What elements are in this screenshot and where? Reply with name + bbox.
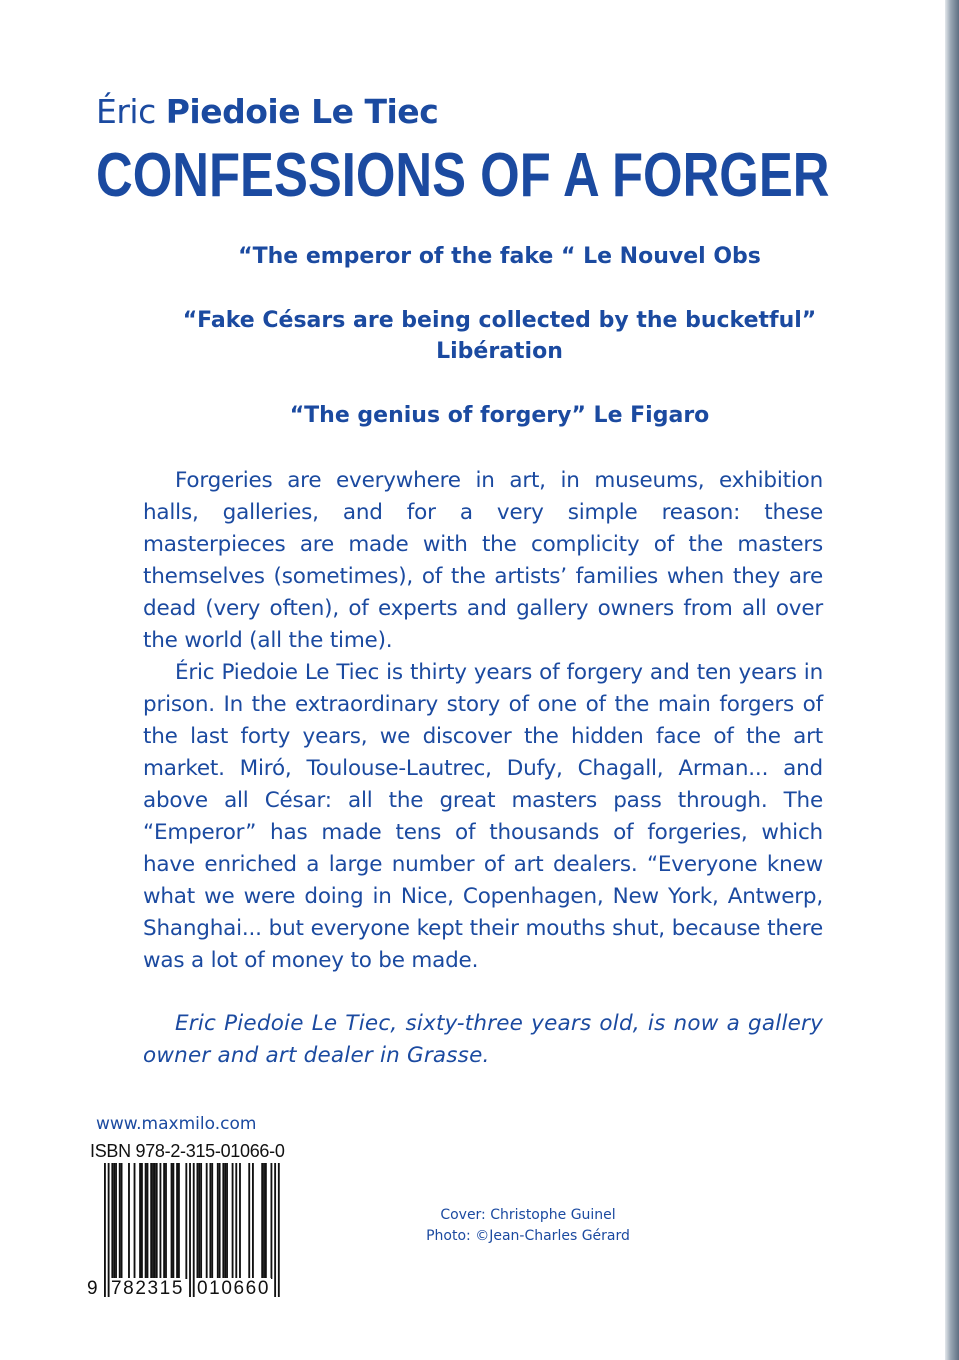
publisher-website[interactable]: www.maxmilo.com bbox=[96, 1114, 257, 1134]
barcode-bar bbox=[252, 1163, 254, 1279]
barcode-bar bbox=[160, 1163, 162, 1279]
barcode-bar bbox=[206, 1163, 208, 1279]
blurb bbox=[143, 465, 823, 977]
book-title: CONFESSIONS OF A FORGER bbox=[96, 141, 830, 210]
barcode-bar bbox=[261, 1163, 263, 1279]
barcode-bar bbox=[226, 1163, 228, 1279]
barcode-bar bbox=[128, 1163, 130, 1279]
barcode-bar bbox=[248, 1163, 250, 1279]
author-bio-text: , sixty-three years old, is now a gallery owner and art dealer in Grasse. bbox=[143, 1011, 824, 1068]
isbn-number: ISBN 978-2-315-01066-0 bbox=[90, 1141, 285, 1161]
barcode-bar bbox=[232, 1163, 234, 1279]
barcode-bar bbox=[156, 1163, 158, 1279]
barcode-guard-bar bbox=[193, 1163, 195, 1297]
barcode-bar bbox=[197, 1163, 199, 1279]
barcode-bar bbox=[152, 1163, 154, 1279]
barcode-bar bbox=[222, 1163, 224, 1279]
press-quote-figaro: “The genius of forgery” Le Figaro bbox=[289, 403, 710, 428]
barcode-right-digits: 010660 bbox=[197, 1278, 271, 1299]
barcode-bar bbox=[235, 1163, 237, 1279]
barcode-bar bbox=[141, 1163, 143, 1279]
author-bio bbox=[143, 1008, 823, 1072]
barcode-bar bbox=[211, 1163, 213, 1279]
barcode-bar bbox=[198, 1163, 200, 1279]
author-name bbox=[96, 92, 438, 131]
press-quote-nouvel-obs: “The emperor of the fake “ Le Nouvel Obs bbox=[238, 244, 761, 269]
barcode-bar bbox=[113, 1163, 115, 1279]
barcode-bar bbox=[165, 1163, 167, 1279]
press-quote-liberation-source: Libération bbox=[436, 339, 563, 364]
barcode-guard-bar bbox=[278, 1163, 280, 1297]
photo-credit: Photo: ©Jean-Charles Gérard bbox=[426, 1228, 630, 1244]
barcode-bar bbox=[217, 1163, 219, 1279]
barcode-bar bbox=[171, 1163, 173, 1279]
blurb-paragraph-2: Éric Piedoie Le Tiec is thirty years of forgery and ten years in prison. In the extraordinary story of one of the main forgers of the last forty years, we discover the hidden face of the art market. Miró, Toulouse-Lautrec, Dufy, Chagall, Arman... and above all César: all the great masters pass through. The “Emperor” has made tens of thousands of forgeries, which have enriched a large number of art dealers. “Everyone knew what we were doing in Nice, Copenhagen, New York, Antwerp, Shanghai... but everyone kept their mouths shut, because there was a lot of money to be made. bbox=[143, 660, 823, 973]
barcode-bar bbox=[139, 1163, 141, 1279]
barcode-bar bbox=[224, 1163, 226, 1279]
barcode-left-digits: 782315 bbox=[111, 1278, 185, 1299]
barcode-bar bbox=[271, 1163, 273, 1279]
barcode-bar bbox=[178, 1163, 180, 1279]
credits bbox=[418, 1205, 638, 1247]
barcode-bar bbox=[176, 1163, 178, 1279]
cover-credit: Cover: Christophe Guinel bbox=[440, 1207, 616, 1223]
barcode-guard-bar bbox=[189, 1163, 191, 1297]
barcode-bar bbox=[265, 1163, 267, 1279]
barcode-guard-bar bbox=[104, 1163, 106, 1297]
barcode-bar bbox=[219, 1163, 221, 1279]
barcode-guard-bar bbox=[108, 1163, 110, 1297]
barcode-bar bbox=[111, 1163, 113, 1279]
barcode-bar bbox=[154, 1163, 156, 1279]
author-first-name: Éric bbox=[96, 92, 156, 131]
barcode-bar bbox=[150, 1163, 152, 1279]
barcode-bar bbox=[239, 1163, 241, 1279]
barcode-bar bbox=[119, 1163, 121, 1279]
blurb-paragraph-1: Forgeries are everywhere in art, in museums, exhibition halls, galleries, and for a very simple reason: these masterpieces are made with the complicity of the masters themselves (sometimes), of the artists’ families when they are dead (very often), of experts and gallery owners from all over the world (all the time). bbox=[143, 468, 823, 653]
barcode-bar bbox=[185, 1163, 187, 1279]
barcode-bar bbox=[121, 1163, 123, 1279]
barcode-bar bbox=[209, 1163, 211, 1279]
barcode-bar bbox=[145, 1163, 147, 1279]
barcode-bar bbox=[134, 1163, 136, 1279]
barcode-guard-bar bbox=[274, 1163, 276, 1297]
author-bio-name: Eric Piedoie Le Tiec bbox=[175, 1011, 391, 1036]
barcode-bar bbox=[200, 1163, 202, 1279]
barcode-bar bbox=[163, 1163, 165, 1279]
press-quote-liberation bbox=[20, 305, 959, 367]
cover-edge-strip bbox=[945, 0, 959, 1360]
barcode-bar bbox=[147, 1163, 149, 1279]
barcode-lead-digit: 9 bbox=[87, 1278, 98, 1299]
barcode-bar bbox=[263, 1163, 265, 1279]
press-quote-liberation-text: “Fake Césars are being collected by the bucketful” bbox=[182, 308, 817, 333]
barcode-bar bbox=[115, 1163, 117, 1279]
author-last-name: Piedoie Le Tiec bbox=[165, 92, 439, 131]
barcode-bar bbox=[172, 1163, 174, 1279]
